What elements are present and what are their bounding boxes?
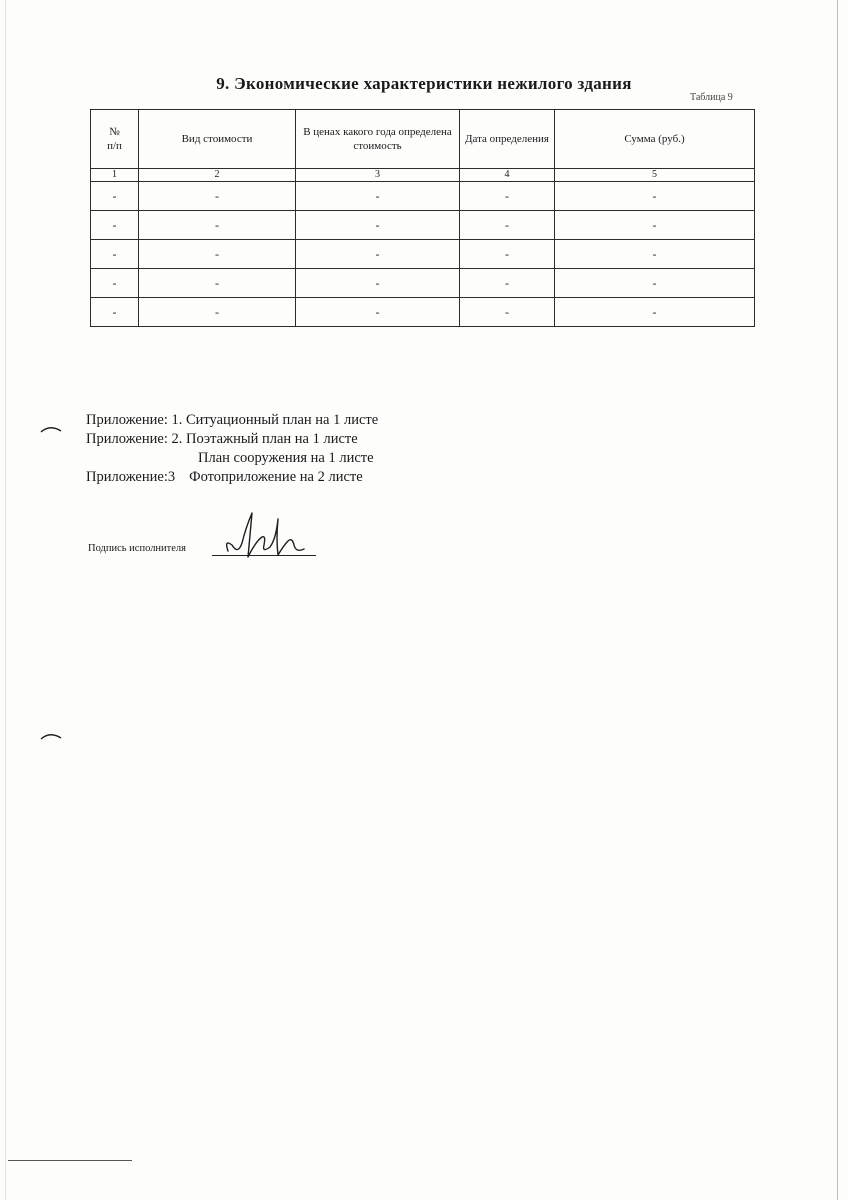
header-amount: Сумма (руб.): [555, 110, 755, 169]
table-row: [91, 269, 755, 298]
table-cell: -: [91, 240, 139, 269]
appendix-line-2-continuation: План сооружения на 1 листе: [198, 450, 374, 466]
page-title: 9. Экономические характеристики нежилого здания: [216, 74, 632, 93]
table-cell: -: [460, 298, 555, 327]
table-cell: -: [460, 182, 555, 211]
table-row: [91, 240, 755, 269]
appendix-line-3-label: Приложение:3: [86, 469, 176, 485]
appendix-line-3-text: Фотоприложение на 2 листе: [189, 469, 363, 485]
column-number-row: [91, 169, 755, 182]
table-cell: -: [139, 269, 296, 298]
table-cell: -: [296, 240, 460, 269]
appendix-line-3: [86, 468, 363, 486]
scan-edge-right: [837, 0, 838, 1200]
table-header-row: [91, 110, 755, 169]
table-cell: -: [460, 211, 555, 240]
appendix-line-1: Приложение: 1. Ситуационный план на 1 листе: [86, 412, 379, 428]
table-cell: -: [460, 269, 555, 298]
table-cell: -: [555, 240, 755, 269]
table-cell: -: [139, 211, 296, 240]
signature-label: Подпись исполнителя: [88, 543, 186, 554]
column-number: 5: [555, 169, 755, 182]
table-row: [91, 211, 755, 240]
table-cell: -: [139, 298, 296, 327]
table-cell: -: [91, 182, 139, 211]
table-cell: -: [555, 269, 755, 298]
table-cell: -: [555, 298, 755, 327]
table-cell: -: [139, 240, 296, 269]
table-cell: -: [91, 211, 139, 240]
economic-characteristics-table: [90, 109, 755, 327]
table-cell: -: [91, 298, 139, 327]
table-cell: -: [139, 182, 296, 211]
table-row: [91, 298, 755, 327]
column-number: 1: [91, 169, 139, 182]
table-cell: -: [296, 269, 460, 298]
column-number: 4: [460, 169, 555, 182]
punch-hole-mark-icon: [40, 424, 62, 434]
table-cell: -: [296, 211, 460, 240]
column-number: 2: [139, 169, 296, 182]
column-number: 3: [296, 169, 460, 182]
table-cell: -: [296, 298, 460, 327]
header-number: № п/п: [91, 110, 139, 169]
table-cell: -: [91, 269, 139, 298]
handwritten-signature: [222, 505, 312, 565]
header-value-type: Вид стоимости: [139, 110, 296, 169]
appendix-line-2: Приложение: 2. Поэтажный план на 1 листе: [86, 431, 358, 447]
table-cell: -: [555, 211, 755, 240]
scan-bottom-line: [8, 1160, 132, 1161]
table-caption: Таблица 9: [690, 92, 733, 103]
punch-hole-mark-icon: [40, 731, 62, 741]
header-determination-date: Дата определения: [460, 110, 555, 169]
table-row: [91, 182, 755, 211]
scan-edge-left: [5, 0, 6, 1200]
header-price-year: В ценах какого года определена стоимость: [296, 110, 460, 169]
table-cell: -: [555, 182, 755, 211]
table-cell: -: [296, 182, 460, 211]
table-cell: -: [460, 240, 555, 269]
